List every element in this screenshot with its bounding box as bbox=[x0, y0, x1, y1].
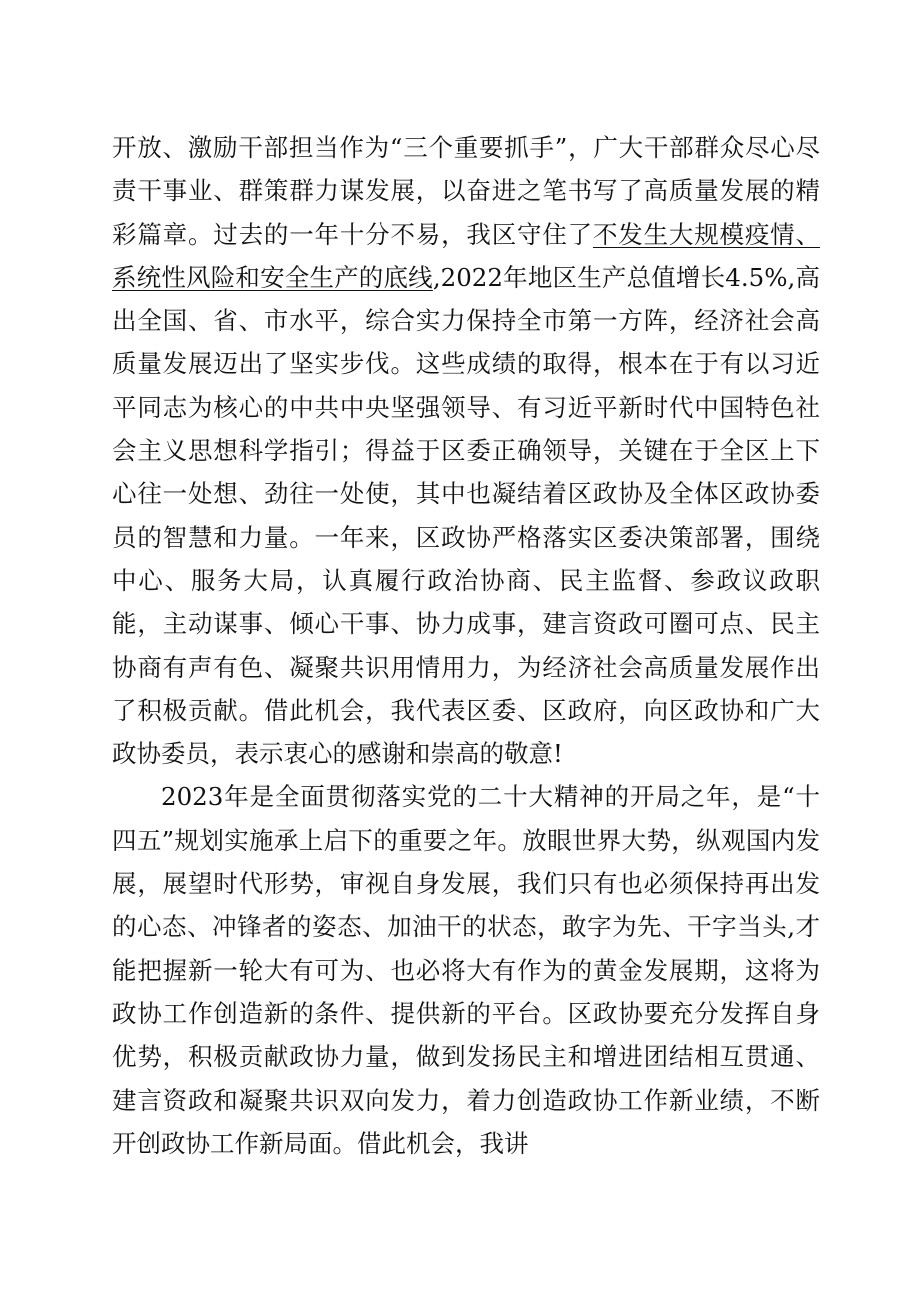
underlined-phrase: 不发生大规模疫情、系统性风险和安全生产的底线 bbox=[112, 219, 821, 292]
document-body bbox=[112, 126, 820, 1165]
paragraph-2: 2023年是全面贯彻落实党的二十大精神的开局之年，是“十四五”规划实施承上启下的重要之年。放眼世界大势，纵观国内发展，展望时代形势，审视自身发展，我们只有也必须保持再出发的心态、冲锋者的姿态、加油干的状态，敢字为先、干字当头,才能把握新一轮大有可为、也必将大有作为的黄金发展期，这将为政协工作创造新的条件、提供新的平台。区政协要充分发挥自身优势，积极贡献政协力量，做到发扬民主和增进团结相互贯通、建言资政和凝聚共识双向发力，着力创造政协工作新业绩，不断开创政协工作新局面。借此机会，我讲 bbox=[112, 782, 820, 1158]
paragraph-1 bbox=[112, 126, 820, 775]
paragraph-1-text-start: 开放、激励干部担当作为“三个重要抓手”，广大干部群众尽心尽责干事业、群策群力谋发展，以奋进之笔书写了高质量发展的精彩篇章。过去的一年十分不易，我区守住了 bbox=[112, 133, 820, 249]
paragraph-1-text-end: ,2022年地区生产总值增长4.5%,高出全国、省、市水平，综合实力保持全市第一方阵，经济社会高质量发展迈出了坚实步伐。这些成绩的取得，根本在于有以习近平同志为核心的中共中央坚强领导、有习近平新时代中国特色社会主义思想科学指引；得益于区委正确领导，关键在于全区上下心往一处想、劲往一处使，其中也凝结着区政协及全体区政协委员的智慧和力量。一年来，区政协严格落实区委决策部署，围绕中心、服务大局，认真履行政治协商、民主监督、参政议政职能，主动谋事、倾心干事、协力成事，建言资政可圈可点、民主协商有声有色、凝聚共识用情用力，为经济社会高质量发展作出了积极贡献。借此机会，我代表区委、区政府，向区政协和广大政协委员，表示衷心的感谢和崇高的敬意! bbox=[112, 262, 820, 769]
